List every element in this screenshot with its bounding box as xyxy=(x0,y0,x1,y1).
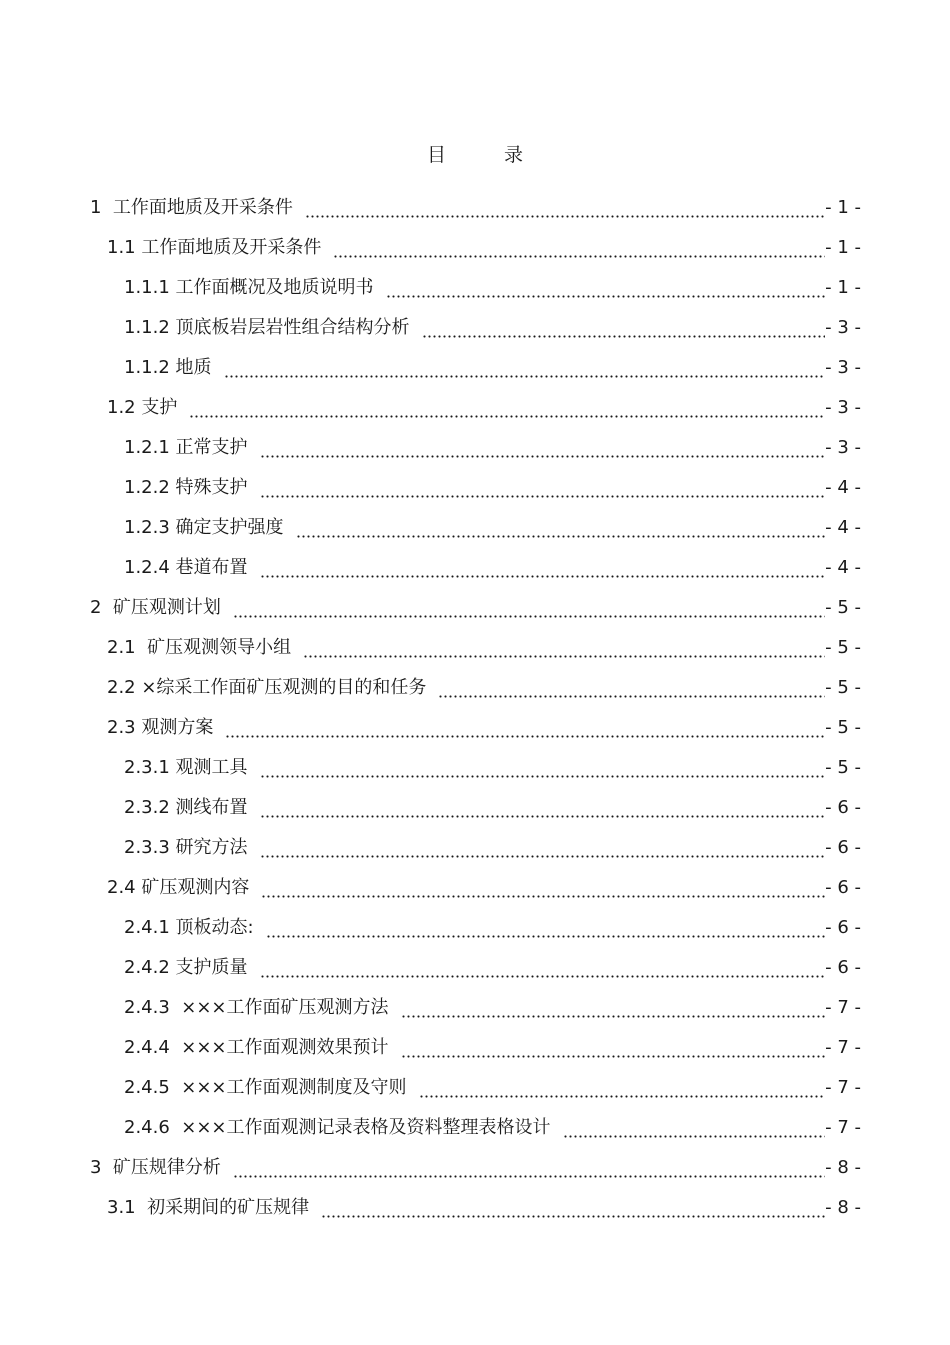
toc-entry-title: 1.1.2 地质 xyxy=(124,357,212,378)
toc-entry[interactable] xyxy=(0,708,950,748)
toc-entry[interactable] xyxy=(0,1108,950,1148)
toc-dot-leader xyxy=(189,388,825,428)
toc-entry-title: 2.3.3 研究方法 xyxy=(124,837,248,858)
toc-entry[interactable] xyxy=(0,1068,950,1108)
toc-entry-title: 2.4.1 顶板动态: xyxy=(124,917,254,938)
toc-entry[interactable] xyxy=(0,868,950,908)
toc-dot-leader xyxy=(563,1108,826,1148)
toc-entry-title: 2.1 矿压观测领导小组 xyxy=(107,637,292,658)
toc-entry[interactable] xyxy=(0,228,950,268)
toc-entry-title: 3 矿压规律分析 xyxy=(90,1157,221,1178)
toc-entry-title: 1.1.1 工作面概况及地质说明书 xyxy=(124,277,374,298)
toc-entry-page-number: - 7 - xyxy=(825,1117,861,1138)
toc-entry-title: 2.4.6 ×××工作面观测记录表格及资料整理表格设计 xyxy=(124,1117,551,1138)
toc-entry[interactable] xyxy=(0,548,950,588)
toc-entry-page-number: - 3 - xyxy=(825,317,861,338)
toc-entry-page-number: - 6 - xyxy=(825,877,861,898)
toc-entry[interactable] xyxy=(0,748,950,788)
toc-entry-page-number: - 5 - xyxy=(825,597,861,618)
toc-entry-page-number: - 7 - xyxy=(825,997,861,1018)
toc-entry-page-number: - 5 - xyxy=(825,637,861,658)
toc-entry-page-number: - 8 - xyxy=(825,1157,861,1178)
toc-entry-title: 2.4.2 支护质量 xyxy=(124,957,248,978)
toc-entry-title: 1.1.2 顶底板岩层岩性组合结构分析 xyxy=(124,317,410,338)
toc-dot-leader xyxy=(233,1148,825,1188)
toc-entry[interactable] xyxy=(0,388,950,428)
toc-entry-title: 1.1 工作面地质及开采条件 xyxy=(107,237,322,258)
toc-entry-title: 2.2 ×综采工作面矿压观测的目的和任务 xyxy=(107,677,427,698)
toc-dot-leader xyxy=(422,308,826,348)
toc-entry-page-number: - 4 - xyxy=(825,477,861,498)
toc-entry-title: 1.2.2 特殊支护 xyxy=(124,477,248,498)
toc-dot-leader xyxy=(266,908,826,948)
toc-dot-leader xyxy=(303,628,825,668)
toc-entry[interactable] xyxy=(0,1148,950,1188)
toc-dot-leader xyxy=(401,1028,826,1068)
toc-entry-page-number: - 7 - xyxy=(825,1037,861,1058)
toc-dot-leader xyxy=(261,868,825,908)
toc-entry-title: 1.2.1 正常支护 xyxy=(124,437,248,458)
toc-dot-leader xyxy=(305,188,825,228)
toc-entry-title: 1.2.3 确定支护强度 xyxy=(124,517,284,538)
toc-dot-leader xyxy=(438,668,825,708)
toc-dot-leader xyxy=(321,1188,825,1228)
toc-entry-title: 1.2.4 巷道布置 xyxy=(124,557,248,578)
toc-entry[interactable] xyxy=(0,588,950,628)
toc-entry[interactable] xyxy=(0,908,950,948)
toc-entry-page-number: - 4 - xyxy=(825,557,861,578)
toc-dot-leader xyxy=(333,228,825,268)
table-of-contents xyxy=(0,188,950,1228)
toc-entry[interactable] xyxy=(0,268,950,308)
toc-entry-title: 1 工作面地质及开采条件 xyxy=(90,197,293,218)
toc-entry[interactable] xyxy=(0,828,950,868)
toc-dot-leader xyxy=(401,988,826,1028)
toc-entry-page-number: - 6 - xyxy=(825,837,861,858)
toc-dot-leader xyxy=(386,268,826,308)
toc-entry-title: 2.4.5 ×××工作面观测制度及守则 xyxy=(124,1077,407,1098)
toc-dot-leader xyxy=(419,1068,826,1108)
toc-entry[interactable] xyxy=(0,468,950,508)
toc-dot-leader xyxy=(260,468,826,508)
toc-entry-title: 2.4 矿压观测内容 xyxy=(107,877,250,898)
toc-dot-leader xyxy=(233,588,825,628)
toc-entry-page-number: - 3 - xyxy=(825,357,861,378)
toc-entry-page-number: - 3 - xyxy=(825,397,861,418)
toc-entry[interactable] xyxy=(0,628,950,668)
toc-entry[interactable] xyxy=(0,1028,950,1068)
toc-dot-leader xyxy=(225,708,825,748)
toc-entry-page-number: - 5 - xyxy=(825,757,861,778)
toc-entry[interactable] xyxy=(0,1188,950,1228)
toc-dot-leader xyxy=(224,348,826,388)
toc-dot-leader xyxy=(260,548,826,588)
toc-entry-page-number: - 5 - xyxy=(825,677,861,698)
toc-entry-page-number: - 6 - xyxy=(825,917,861,938)
toc-entry-title: 2.4.3 ×××工作面矿压观测方法 xyxy=(124,997,389,1018)
toc-entry-page-number: - 1 - xyxy=(825,237,861,258)
toc-entry-title: 2.3.1 观测工具 xyxy=(124,757,248,778)
toc-entry[interactable] xyxy=(0,948,950,988)
toc-dot-leader xyxy=(296,508,826,548)
toc-entry[interactable] xyxy=(0,988,950,1028)
toc-entry[interactable] xyxy=(0,308,950,348)
toc-entry[interactable] xyxy=(0,508,950,548)
toc-entry-title: 2.3 观测方案 xyxy=(107,717,214,738)
toc-entry[interactable] xyxy=(0,788,950,828)
toc-dot-leader xyxy=(260,428,826,468)
toc-entry-page-number: - 1 - xyxy=(825,277,861,298)
toc-dot-leader xyxy=(260,788,826,828)
toc-entry[interactable] xyxy=(0,428,950,468)
toc-entry-title: 2.4.4 ×××工作面观测效果预计 xyxy=(124,1037,389,1058)
toc-entry-page-number: - 5 - xyxy=(825,717,861,738)
toc-entry-title: 3.1 初采期间的矿压规律 xyxy=(107,1197,310,1218)
toc-entry[interactable] xyxy=(0,668,950,708)
toc-title: 目 录 xyxy=(426,144,550,166)
toc-dot-leader xyxy=(260,828,826,868)
toc-entry-page-number: - 4 - xyxy=(825,517,861,538)
toc-entry[interactable] xyxy=(0,348,950,388)
toc-dot-leader xyxy=(260,748,826,788)
toc-entry-title: 2 矿压观测计划 xyxy=(90,597,221,618)
toc-entry-page-number: - 1 - xyxy=(825,197,861,218)
toc-entry-title: 1.2 支护 xyxy=(107,397,178,418)
toc-entry-page-number: - 8 - xyxy=(825,1197,861,1218)
toc-entry-page-number: - 6 - xyxy=(825,957,861,978)
toc-entry[interactable] xyxy=(0,188,950,228)
toc-entry-page-number: - 6 - xyxy=(825,797,861,818)
toc-dot-leader xyxy=(260,948,826,988)
toc-entry-page-number: - 3 - xyxy=(825,437,861,458)
toc-entry-page-number: - 7 - xyxy=(825,1077,861,1098)
toc-entry-title: 2.3.2 测线布置 xyxy=(124,797,248,818)
